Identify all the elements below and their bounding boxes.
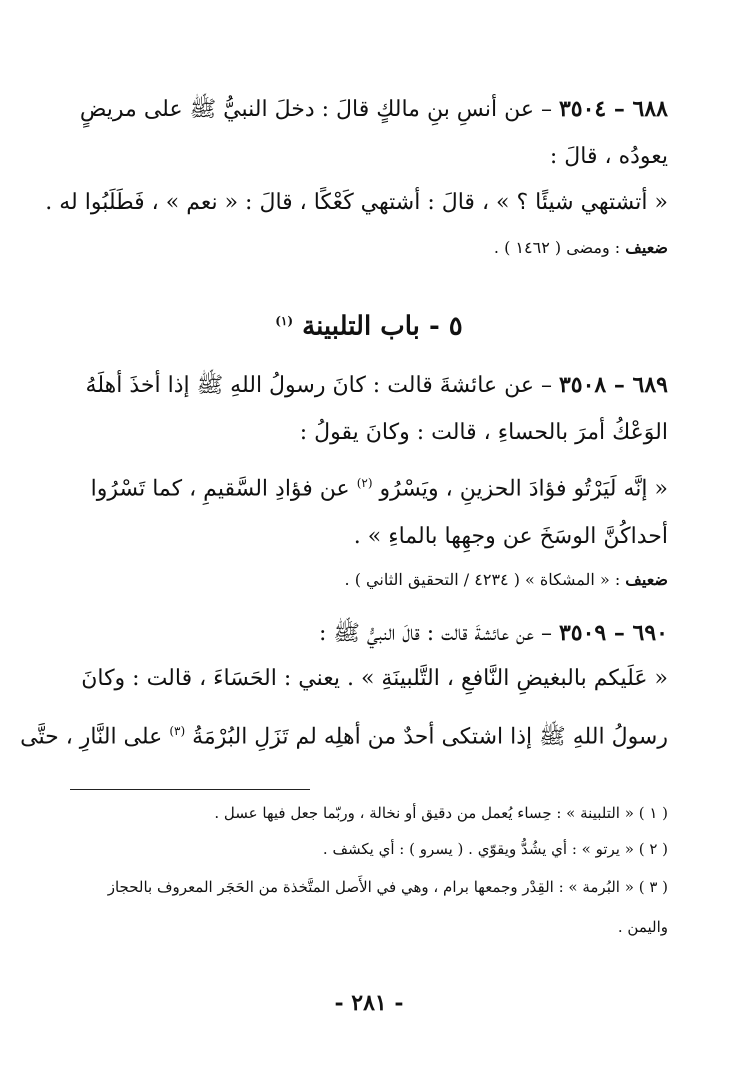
hadith-690-line-3 (20, 716, 668, 752)
footnote-2: ( ٢ ) « يرتو » : أي يشُدُّ ويقوّي . ( يسرو ) : أي يكشف . (322, 840, 668, 858)
hadith-688-line-1 (70, 94, 668, 125)
footnote-ref-2: (٢) (356, 476, 373, 490)
page-number: - ٢٨١ - (334, 990, 404, 1016)
chapter-title: ٥ - باب التلبينة (302, 311, 463, 342)
hadith-689-line-3 (70, 468, 668, 504)
hadith-689-line-1 (70, 370, 668, 401)
footnote-3-continued: واليمن . (617, 918, 668, 936)
hadith-690-line-2: « عَلَيكم بالبغيضِ النَّافعِ ، التَّلبينَةِ » . يعني : الحَسَاءَ ، قالت : وكانَ (81, 666, 668, 691)
hadith-689-text-3b: عن فؤادِ السَّقيمِ ، كما تَسْرُوا (90, 476, 350, 502)
hadith-690-number: ٦٩٠ – ٣٥٠٩ (558, 620, 668, 646)
hadith-688-grade (70, 236, 668, 260)
hadith-690-text-1: – عن عائشةَ قالت : قالَ النبيُّ ﷺ : (318, 621, 552, 646)
footnote-3: ( ٣ ) « البُرمة » : القِدْر وجمعها برام ، وهي في الأَصل المتَّخذة من الحَجَر المعروف بالحجاز (107, 878, 668, 896)
footnote-separator (70, 789, 310, 790)
hadith-688-line-2: يعودُه ، قالَ : (549, 144, 668, 169)
hadith-688-text-1: – عن أنسِ بنِ مالكٍ قالَ : دخلَ النبيُّ ﷺ على مريضٍ (79, 97, 552, 122)
hadith-688-number: ٦٨٨ – ٣٥٠٤ (558, 96, 668, 122)
hadith-689-line-2: الوَعْكُ أمرَ بالحساءِ ، قالت : وكانَ يقولُ : (299, 420, 668, 445)
chapter-heading (70, 306, 668, 342)
hadith-690-text-3b: على النَّارِ ، حتَّى (20, 724, 163, 750)
grade-label: ضعيف (625, 238, 668, 257)
hadith-689-grade (70, 568, 668, 592)
hadith-688-line-3: « أتشتهي شيئًا ؟ » ، قالَ : أشتهي كَعْكًا ، قالَ : « نعم » ، فَطَلَبُوا له . (45, 190, 668, 215)
grade-text: : « المشكاة » ( ٤٢٣٤ / التحقيق الثاني ) . (344, 570, 621, 589)
chapter-footnote-ref: (١) (275, 314, 294, 328)
hadith-689-line-4: أحداكُنَّ الوسَخَ عن وجهِها بالماءِ » . (353, 524, 668, 549)
hadith-690-line-1 (70, 618, 668, 649)
grade-text: : ومضى ( ١٤٦٢ ) . (493, 238, 621, 257)
hadith-689-text-3a: « إنَّه لَيَرْتُو فؤادَ الحزينِ ، ويَسْرُو (379, 476, 668, 502)
footnote-1: ( ١ ) « التلبينة » : حِساء يُعمل من دقيق أو نخالة ، وربّما جعل فيها عسل . (214, 804, 668, 822)
hadith-689-number: ٦٨٩ – ٣٥٠٨ (558, 372, 668, 398)
hadith-690-text-3a: رسولُ اللهِ ﷺ إذا اشتكى أحدٌ من أهلِه لم تَزَلِ البُرْمَةُ (192, 724, 668, 750)
hadith-689-text-1: – عن عائشةَ قالت : كانَ رسولُ اللهِ ﷺ إذا أخذَ أهلَهُ (85, 373, 552, 398)
footnote-ref-3: (٣) (169, 724, 186, 738)
grade-label: ضعيف (625, 570, 668, 589)
